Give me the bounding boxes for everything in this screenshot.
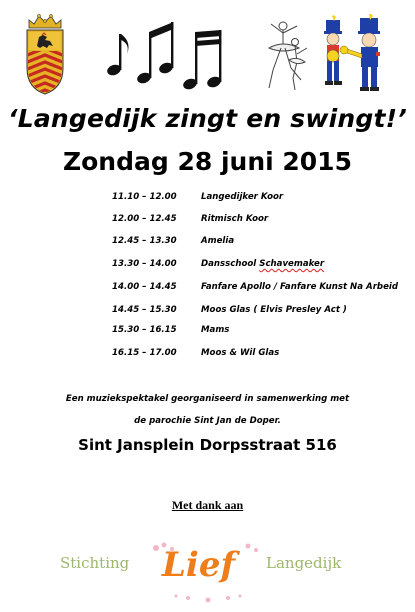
- schedule-act-prefix: Dansschool: [201, 259, 260, 269]
- event-title: ‘Langedijk zingt en swingt!’: [8, 104, 407, 133]
- ballet-dancers-icon: [255, 18, 315, 94]
- event-date: Zondag 28 juni 2015: [63, 147, 352, 176]
- logo-word-stichting: Stichting: [60, 554, 130, 572]
- schedule-row: [0, 282, 415, 298]
- schedule-time: 16.15 – 17.00: [112, 348, 177, 358]
- thanks-heading: Met dank aan: [171, 498, 244, 512]
- stichting-lief-langedijk-logo: [58, 536, 358, 612]
- schedule-time: 12.00 – 12.45: [112, 214, 177, 224]
- schedule-time: 13.30 – 14.00: [112, 259, 177, 269]
- logo-word-lief: Lief: [162, 545, 236, 585]
- schedule-row: [0, 348, 415, 364]
- schedule-row: [0, 305, 415, 321]
- schedule-act: [201, 259, 401, 269]
- event-address: Sint Jansplein Dorpsstraat 516: [78, 436, 337, 454]
- schedule-act: Ritmisch Koor: [201, 214, 269, 224]
- coat-of-arms-icon: [23, 12, 67, 96]
- schedule-row: [0, 236, 415, 252]
- schedule-time: 14.00 – 14.45: [112, 282, 177, 292]
- schedule-time: 12.45 – 13.30: [112, 236, 177, 246]
- schedule-act: Moos Glas ( Elvis Presley Act ): [201, 305, 347, 315]
- schedule-act: Moos & Wil Glas: [201, 348, 280, 358]
- marching-band-icon: [322, 14, 388, 98]
- schedule-row: [0, 259, 415, 275]
- organizer-text-line1: Een muziekspektakel georganiseerd in samenwerking met: [65, 394, 350, 404]
- schedule-row: [0, 192, 415, 208]
- music-notes-icon: [102, 10, 234, 94]
- schedule-time: 14.45 – 15.30: [112, 305, 177, 315]
- schedule-row: [0, 214, 415, 230]
- logo-word-langedijk: Langedijk: [266, 554, 342, 572]
- schedule-time: 15.30 – 16.15: [112, 325, 177, 335]
- schedule-time: 11.10 – 12.00: [112, 192, 177, 202]
- organizer-text-line2: de parochie Sint Jan de Doper.: [134, 416, 281, 426]
- schedule-row: [0, 325, 415, 341]
- schedule-act: Amelia: [201, 236, 235, 246]
- schedule-act: Mams: [201, 325, 230, 335]
- schedule-act: Langedijker Koor: [201, 192, 284, 202]
- schedule-act: Fanfare Apollo / Fanfare Kunst Na Arbeid: [201, 282, 399, 292]
- spellcheck-underlined-word: Schavemaker: [259, 259, 325, 269]
